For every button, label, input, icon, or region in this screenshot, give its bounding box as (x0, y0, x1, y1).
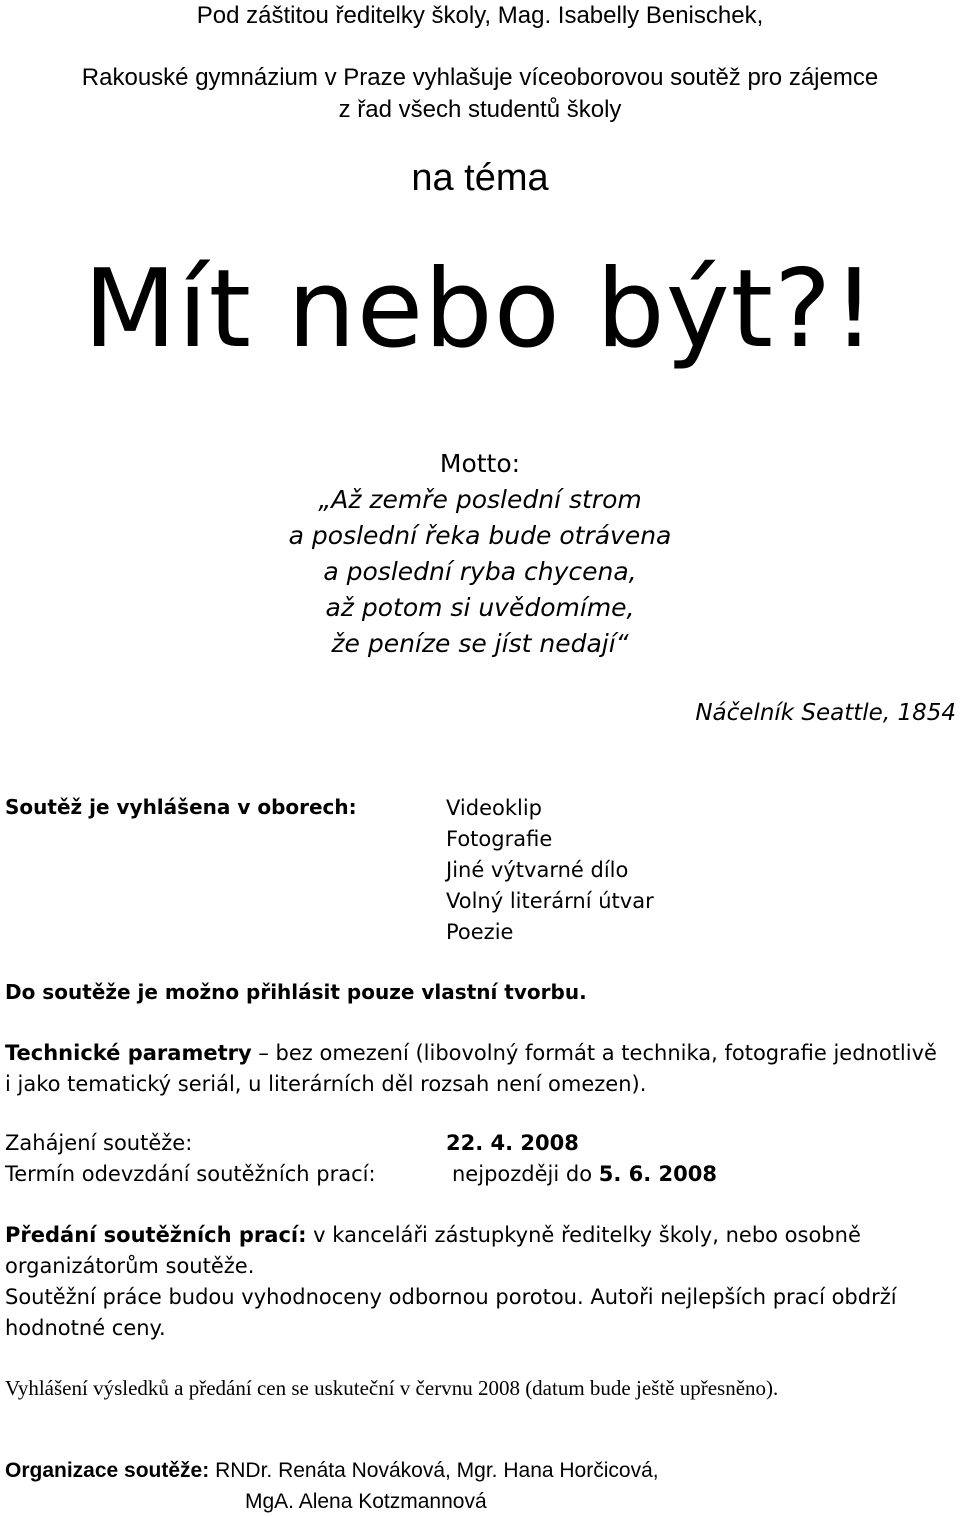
fields-label: Soutěž je vyhlášena v oborech: (5, 795, 357, 819)
motto-author: Náčelník Seattle, 1854 (695, 700, 956, 726)
deadline-prefix: nejpozději do (452, 1162, 599, 1186)
list-item: Volný literární útvar (446, 889, 654, 913)
evaluation-info: Soutěžní práce budou vyhodnoceny odbornou porotou. Autoři nejlepších prací obdrží hodnotné ceny. (5, 1285, 897, 1340)
technical-text: – bez omezení (libovolný formát a technika, fotografie jednotlivě i jako tematický seriál, u literárních děl rozsah není omezen). (5, 1041, 937, 1096)
motto-line: že peníze se jíst nedají“ (331, 629, 629, 658)
announcement (0, 62, 960, 126)
technical-label: Technické parametry (5, 1041, 252, 1065)
page-title: Mít nebo být?! (83, 247, 877, 372)
handover-text: v kanceláři zástupkyně ředitelky školy, nebo osobně organizátorům soutěže. (5, 1223, 861, 1278)
patron-line: Pod záštitou ředitelky školy, Mag. Isabelly Benischek, (196, 2, 764, 29)
motto-line: a poslední ryba chycena, (323, 557, 637, 586)
organizers-names-1: RNDr. Renáta Nováková, Mgr. Hana Horčicová, (209, 1459, 659, 1482)
organizers-label: Organizace soutěže: (5, 1459, 210, 1482)
list-item: Fotografie (446, 827, 553, 851)
announcement-line-2: z řad všech studentů školy (338, 96, 622, 123)
list-item: Jiné výtvarné dílo (446, 858, 629, 882)
deadline-date: 5. 6. 2008 (598, 1162, 717, 1186)
theme-label: na téma (411, 157, 549, 199)
list-item: Poezie (446, 920, 514, 944)
announcement-line-1: Rakouské gymnázium v Praze vyhlašuje víceoborovou soutěž pro zájemce (81, 64, 879, 91)
motto-quote (0, 482, 960, 662)
fields-list (446, 793, 654, 948)
own-work-notice: Do soutěže je možno přihlásit pouze vlastní tvorbu. (5, 980, 587, 1004)
handover-info (5, 1220, 945, 1282)
deadline-label: Termín odevzdání soutěžních prací: (5, 1162, 376, 1186)
technical-parameters (5, 1038, 945, 1100)
organizers-line-1 (5, 1456, 659, 1486)
results-info: Vyhlášení výsledků a předání cen se uskuteční v červnu 2008 (datum bude ještě upřesněno). (5, 1376, 779, 1400)
motto-line: „Až zemře poslední strom (318, 485, 642, 514)
handover-label: Předání soutěžních prací: (5, 1223, 307, 1247)
motto-heading: Motto: (439, 449, 521, 478)
motto-line: a poslední řeka bude otrávena (288, 521, 672, 550)
deadline (452, 1159, 717, 1190)
start-label: Zahájení soutěže: (5, 1131, 193, 1155)
start-date: 22. 4. 2008 (446, 1131, 579, 1155)
list-item: Videoklip (446, 796, 542, 820)
motto-line: až potom si uvědomíme, (325, 593, 635, 622)
organizers-line-2: MgA. Alena Kotzmannová (245, 1490, 487, 1513)
